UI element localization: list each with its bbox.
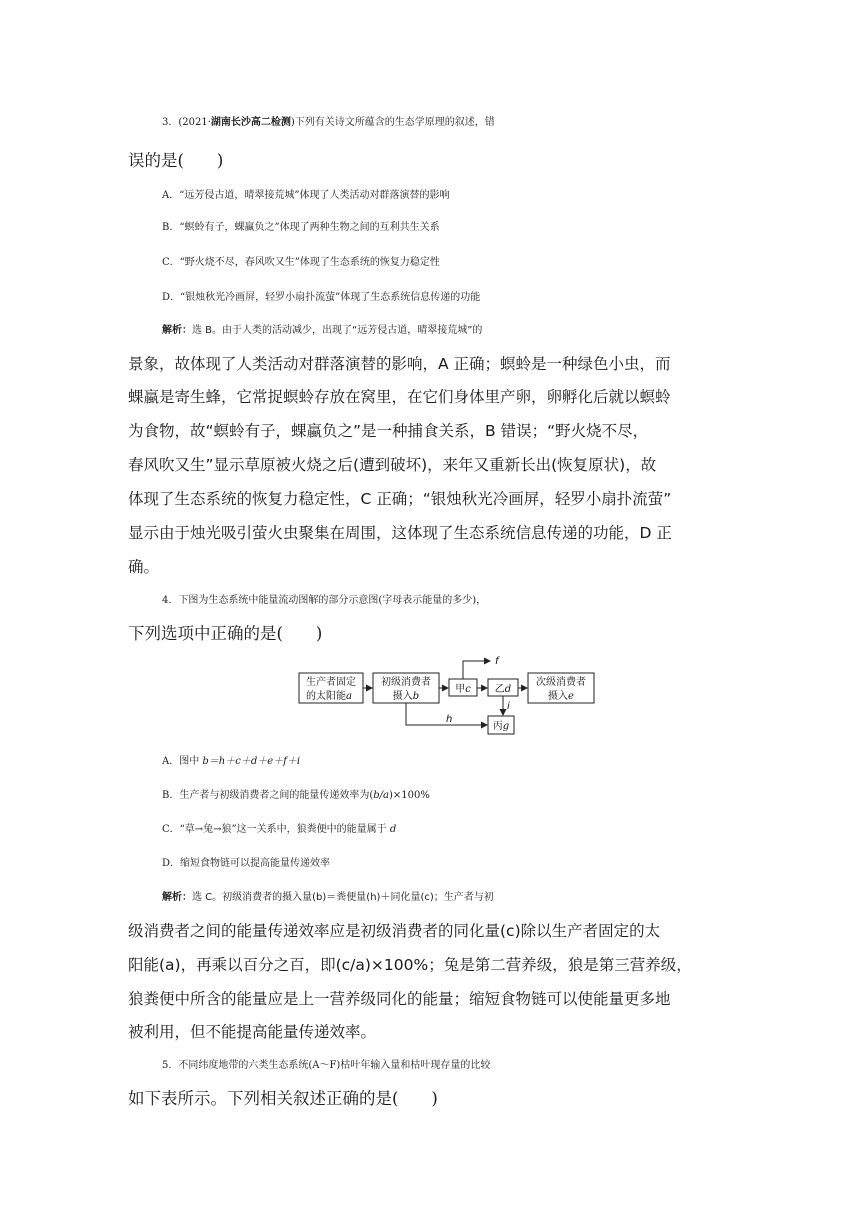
q4-option-b-suffix: )×100% [388, 790, 430, 801]
q3-option-d: D．“银烛秋光冷画屏，轻罗小扇扑流萤”体现了生态系统信息传递的功能 [162, 292, 481, 303]
q4-option-d: D．缩短食物链可以提高能量传递效率 [162, 858, 331, 869]
box-jia-label: 甲c [455, 684, 471, 695]
q3-option-a: A．“远芳侵古道，晴翠接荒城”体现了人类活动对群落演替的影响 [162, 190, 450, 201]
label-f: f [495, 656, 499, 667]
q3-analysis-line-1 [162, 321, 768, 341]
label-i: i [507, 701, 510, 712]
q4-analysis-label: 解析： [162, 892, 192, 903]
q4-stem-line-2: 下列选项中正确的是( ) [128, 624, 323, 643]
q3-analysis-line-8: 确。 [128, 558, 160, 576]
secondary-consumer-label-1: 次级消费者 [536, 677, 586, 688]
q3-source-suffix: ) [290, 117, 295, 128]
q3-number: 3． [162, 117, 179, 128]
q4-option-c [162, 820, 768, 840]
q4-analysis-text-1: 选 C。初级消费者的摄入量(b)＝粪便量(h)＋同化量(c)；生产者与初 [192, 892, 494, 903]
q3-stem-text: 下列有关诗文所蕴含的生态学原理的叙述，错 [294, 117, 495, 128]
energy-flow-diagram [296, 652, 596, 738]
q4-stem-line-1: 4．下图为生态系统中能量流动图解的部分示意图(字母表示能量的多少)， [162, 595, 487, 606]
box-bing-label: 丙g [492, 721, 510, 732]
q4-analysis-line-2: 级消费者之间的能量传递效率应是初级消费者的同化量(c)除以生产者固定的太 [128, 922, 661, 940]
q5-stem-line-2: 如下表所示。下列相关叙述正确的是( ) [128, 1089, 438, 1108]
q3-stem-line-2: 误的是( ) [128, 151, 224, 170]
q4-analysis-line-4: 狼粪便中所含的能量应是上一营养级同化的能量；缩短食物链可以使能量更多地 [128, 990, 671, 1008]
q3-stem-line-1 [162, 113, 768, 133]
q3-analysis-line-7: 显示由于烛光吸引萤火虫聚集在周围，这体现了生态系统信息传递的功能，D 正 [128, 524, 672, 542]
producer-label-1: 生产者固定 [306, 677, 356, 688]
q4-analysis-line-1 [162, 888, 768, 908]
primary-consumer-label-2: 摄入b [392, 691, 420, 702]
q3-source: 湖南长沙高二检测 [210, 117, 291, 128]
q4-analysis-line-3: 阳能(a)，再乘以百分之百，即(c/a)×100%；兔是第二营养级，狼是第三营养级， [128, 956, 692, 974]
q3-analysis-line-3: 蜾蠃是寄生蜂，它常捉螟蛉存放在窝里，在它们身体里产卵，卵孵化后就以螟蛉 [128, 388, 671, 406]
q3-analysis-line-2: 景象，故体现了人类活动对群落演替的影响，A 正确；螟蛉是一种绿色小虫，而 [128, 355, 671, 373]
box-yi-label: 乙d [494, 684, 512, 695]
q4-option-a-expr: b＝h＋c＋d＋e＋f＋i [202, 756, 301, 767]
q3-option-c: C．“野火烧不尽，春风吹又生”体现了生态系统的恢复力稳定性 [162, 257, 440, 268]
q3-analysis-line-5: 春风吹又生”显示草原被火烧之后(遭到破坏)，来年又重新长出(恢复原状)，故 [128, 456, 657, 474]
q4-option-b-expr: b/a [373, 790, 389, 801]
q3-analysis-line-4: 为食物，故“螟蛉有子，蜾蠃负之”是一种捕食关系，B 错误；“野火烧不尽， [128, 422, 649, 440]
q3-source-prefix: (2021· [178, 117, 211, 128]
primary-consumer-label-1: 初级消费者 [381, 677, 431, 688]
q3-analysis-label: 解析： [162, 325, 192, 336]
q4-option-b-prefix: B．生产者与初级消费者之间的能量传递效率为( [162, 790, 374, 801]
secondary-consumer-label-2: 摄入e [548, 691, 574, 702]
arrow-f [463, 661, 490, 679]
q3-option-b: B．“螟蛉有子，蜾蠃负之”体现了两种生物之间的互利共生关系 [162, 222, 440, 233]
q4-option-c-var: d [389, 824, 397, 835]
producer-label-2: 的太阳能a [306, 691, 352, 702]
q3-analysis-line-6: 体现了生态系统的恢复力稳定性，C 正确；“银烛秋光冷画屏，轻罗小扇扑流萤” [128, 490, 672, 508]
q4-option-a [162, 752, 768, 772]
q4-option-c-text: C．“草→兔→狼”这一关系中，狼粪便中的能量属于 [162, 824, 390, 835]
q4-option-b [162, 786, 768, 806]
label-h: h [446, 714, 453, 725]
q3-analysis-text-1: 选 B。由于人类的活动减少，出现了“远芳侵古道，晴翠接荒城”的 [192, 325, 483, 336]
q4-option-a-prefix: A．图中 [162, 756, 203, 767]
q5-stem-line-1: 5．不同纬度地带的六类生态系统(A～F)枯叶年输入量和枯叶现存量的比较 [162, 1060, 491, 1071]
q4-analysis-line-5: 被利用，但不能提高能量传递效率。 [128, 1023, 377, 1041]
